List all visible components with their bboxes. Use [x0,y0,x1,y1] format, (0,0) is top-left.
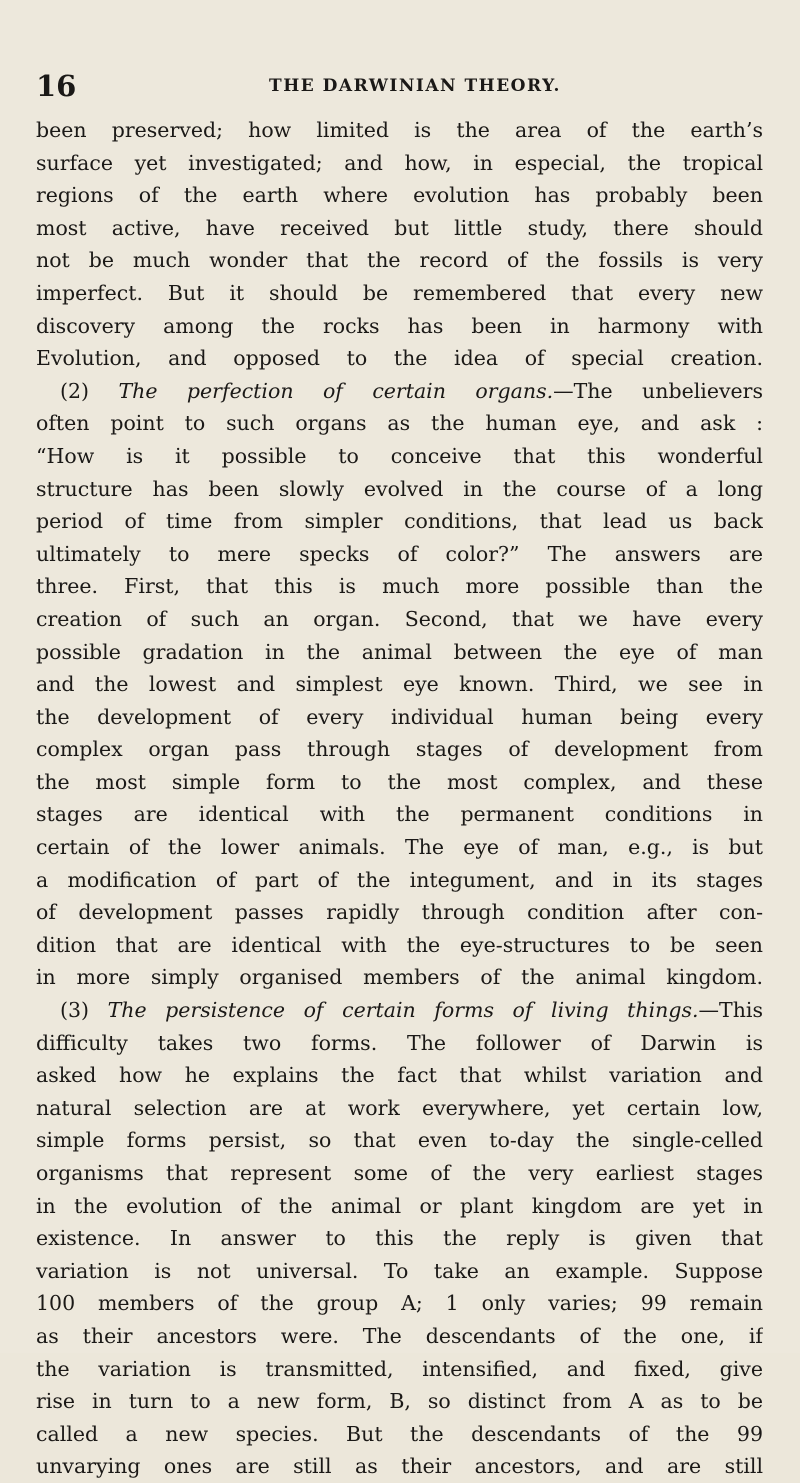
text-line: possible gradation in the animal between the eye of man [36,639,763,664]
text-line: the most simple form to the most complex, and these [36,769,763,794]
running-title: THE DARWINIAN THEORY. [269,76,561,96]
text-line: organisms that represent some of the very earliest stages [36,1161,763,1185]
text-line: the variation is transmitted, intensified, and fixed, give [36,1356,763,1381]
text-line: and the lowest and simplest eye known. Third, we see in [36,672,763,697]
text-line: rise in turn to a new form, B, so distinct from A as to be [36,1389,763,1414]
text-line: regions of the earth where evolution has probably been [36,183,763,208]
text-line: natural selection are at work everywhere, yet certain low, [36,1095,763,1120]
section-heading: The persistence of certain forms of living things. [107,998,699,1023]
text-line [36,375,763,408]
text-line: “How is it possible to conceive that this wonderful [36,443,763,468]
text-line: creation of such an organ. Second, that we have every [36,606,763,631]
text-line: a modification of part of the integument, and in its stages [36,867,763,892]
text-line: variation is not universal. To take an example. Suppose [36,1258,763,1283]
body-text [36,114,763,1483]
text-line: certain of the lower animals. The eye of man, e.g., is but [36,835,763,860]
text-line: called a new species. But the descendants of the 99 [36,1421,763,1446]
text-line: difficulty takes two forms. The follower of Darwin is [36,1030,763,1055]
text-line: three. First, that this is much more possible than the [36,574,763,599]
text-line: existence. In answer to this the reply is given that [36,1226,763,1251]
text-line: stages are identical with the permanent conditions in [36,802,763,827]
section-number: (3) [60,998,108,1023]
section-lead: —The unbelievers [553,378,763,403]
text-line: dition that are identical with the eye-structures to be seen [36,932,763,957]
text-line [36,994,763,1027]
section-lead: —This [698,998,763,1023]
text-line: most active, have received but little study, there should [36,215,763,240]
text-line: of development passes rapidly through condition after con- [36,900,763,925]
text-line: simple forms persist, so that even to-day the single-celled [36,1128,763,1153]
text-line: surface yet investigated; and how, in especial, the tropical [36,150,763,175]
text-line: asked how he explains the fact that whilst variation and [36,1063,763,1088]
text-line: often point to such organs as the human eye, and ask : [36,411,763,436]
text-line: 100 members of the group A; 1 only varies; 99 remain [36,1291,763,1316]
text-line: not be much wonder that the record of the fossils is very [36,248,763,273]
text-line: structure has been slowly evolved in the course of a long [36,476,763,501]
text-line: been preserved; how limited is the area of the earth’s [36,118,763,142]
text-line: ultimately to mere specks of color?” The answers are [36,541,763,566]
page-number: 16 [36,69,77,103]
text-line: period of time from simpler conditions, that lead us back [36,509,763,534]
text-line: the development of every individual human being every [36,704,763,729]
text-line: complex organ pass through stages of development from [36,737,763,762]
text-line: unvarying ones are still as their ancestors, and are still [36,1454,763,1479]
text-line: discovery among the rocks has been in harmony with [36,313,763,338]
section-heading: The perfection of certain organs. [118,378,554,403]
text-line: in more simply organised members of the animal kingdom. [36,965,763,990]
running-head [36,66,764,106]
section-number: (2) [60,378,119,403]
text-line: in the evolution of the animal or plant kingdom are yet in [36,1193,763,1218]
text-line: Evolution, and opposed to the idea of special creation. [36,346,763,371]
text-line: imperfect. But it should be remembered that every new [36,280,763,305]
text-line: as their ancestors were. The descendants of the one, if [36,1323,763,1348]
